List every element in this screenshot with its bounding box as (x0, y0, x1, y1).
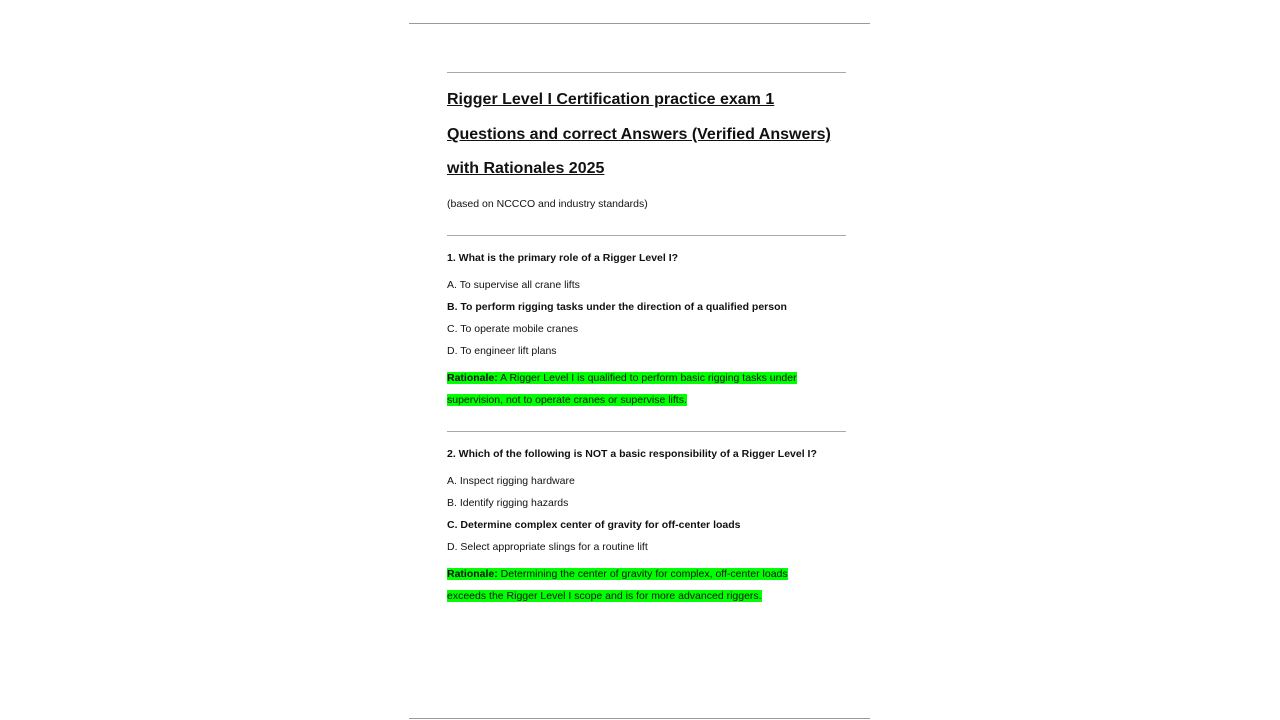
divider (447, 72, 846, 73)
rationale-text: A Rigger Level I is qualified to perform basic rigging tasks under (497, 372, 797, 384)
question-2-option-b: B. Identify rigging hazards (447, 497, 569, 509)
question-2-option-a: A. Inspect rigging hardware (447, 475, 575, 487)
document-subtitle: (based on NCCCO and industry standards) (447, 198, 648, 210)
divider (447, 235, 846, 236)
rationale-label: Rationale: (447, 568, 498, 580)
question-2-option-c-correct: C. Determine complex center of gravity for off-center loads (447, 519, 741, 531)
question-1-option-a: A. To supervise all crane lifts (447, 279, 580, 291)
rationale-text: Determining the center of gravity for complex, off-center loads (497, 568, 788, 580)
rationale-label: Rationale: (447, 372, 498, 384)
rationale-text: exceeds the Rigger Level I scope and is for more advanced riggers. (447, 590, 762, 602)
page-bottom-edge (409, 718, 870, 719)
question-2: 2. Which of the following is NOT a basic responsibility of a Rigger Level I? (447, 448, 817, 460)
question-2-rationale-line-1 (447, 567, 788, 581)
question-1-rationale-line-2 (447, 393, 687, 407)
document-title-line-3: with Rationales 2025 (447, 160, 605, 177)
question-2-rationale-line-2 (447, 589, 762, 603)
question-2-option-d: D. Select appropriate slings for a routine lift (447, 541, 648, 553)
question-1-option-b-correct: B. To perform rigging tasks under the direction of a qualified person (447, 301, 787, 313)
document-title-line-1: Rigger Level I Certification practice exam 1 (447, 91, 775, 108)
question-1-option-c: C. To operate mobile cranes (447, 323, 579, 335)
divider (447, 431, 846, 432)
question-1-option-d: D. To engineer lift plans (447, 345, 557, 357)
rationale-text: supervision, not to operate cranes or supervise lifts. (447, 394, 687, 406)
question-1: 1. What is the primary role of a Rigger Level I? (447, 252, 679, 264)
question-1-rationale-line-1 (447, 371, 797, 385)
page-top-edge (409, 23, 870, 24)
document-title-line-2: Questions and correct Answers (Verified Answers) (447, 126, 831, 143)
